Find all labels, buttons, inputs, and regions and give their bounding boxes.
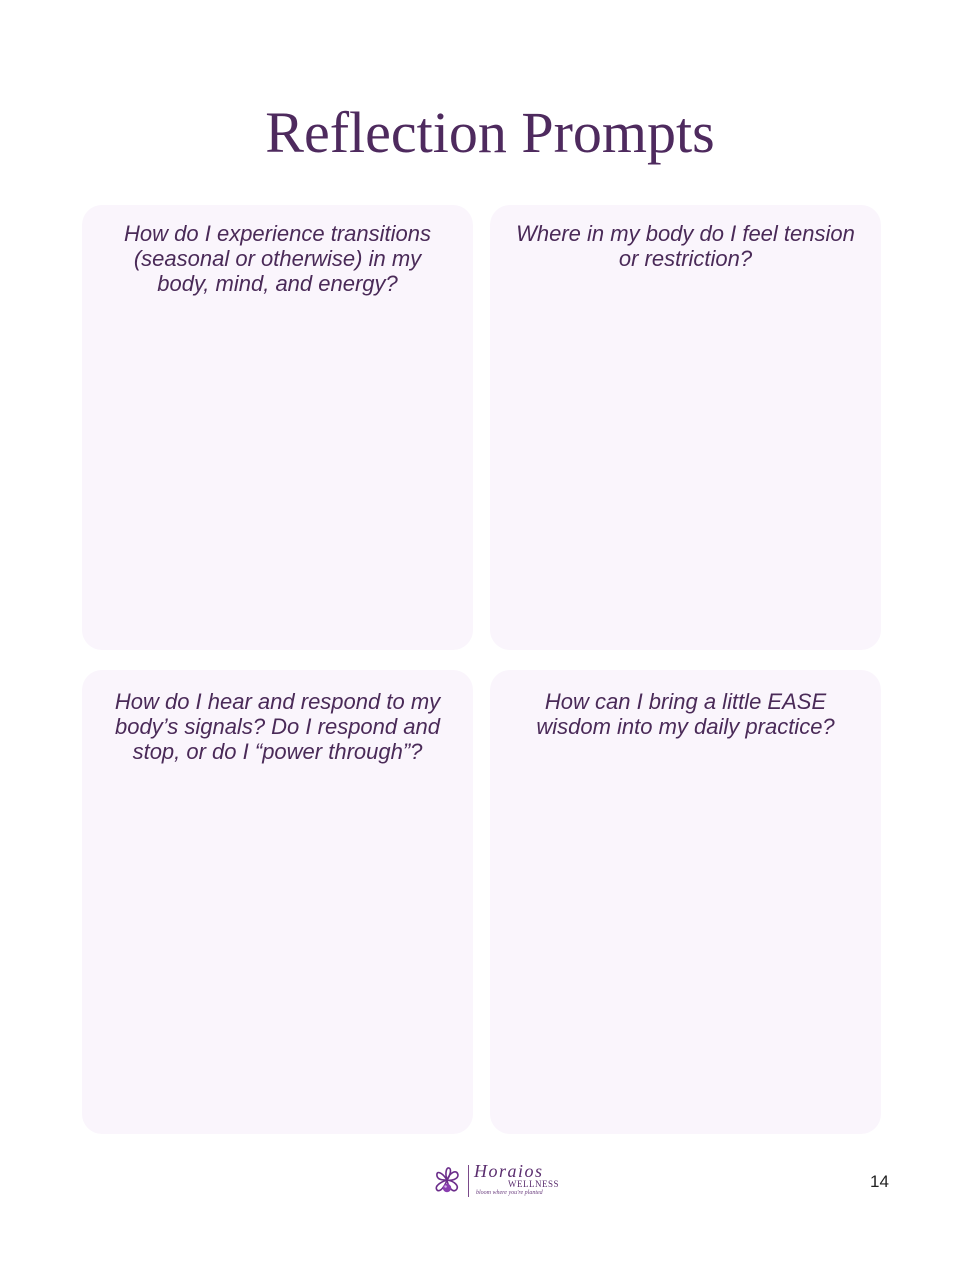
page-title: Reflection Prompts — [265, 100, 715, 165]
prompt-card-3[interactable] — [82, 670, 473, 1134]
prompt-text: Where in my body do I feel tension or restriction? — [516, 221, 855, 271]
prompt-card-4[interactable] — [490, 670, 881, 1134]
prompt-text: How do I hear and respond to my body’s signals? Do I respond and stop, or do I “power through”? — [114, 689, 441, 764]
flower-icon — [430, 1164, 464, 1198]
logo-divider — [468, 1165, 469, 1197]
logo-tagline: bloom where you're planted — [476, 1190, 543, 1196]
prompt-text: How do I experience transitions (seasonal or otherwise) in my body, mind, and energy? — [124, 221, 431, 296]
logo-subtitle: WELLNESS — [508, 1179, 559, 1189]
logo-name: Horaios — [474, 1161, 544, 1181]
prompt-text: How can I bring a little EASE wisdom into my daily practice? — [536, 689, 835, 739]
page-number: 14 — [870, 1172, 889, 1191]
horaios-wellness-logo — [430, 1161, 559, 1202]
prompt-card-2[interactable] — [490, 205, 881, 650]
prompt-card-1[interactable] — [82, 205, 473, 650]
